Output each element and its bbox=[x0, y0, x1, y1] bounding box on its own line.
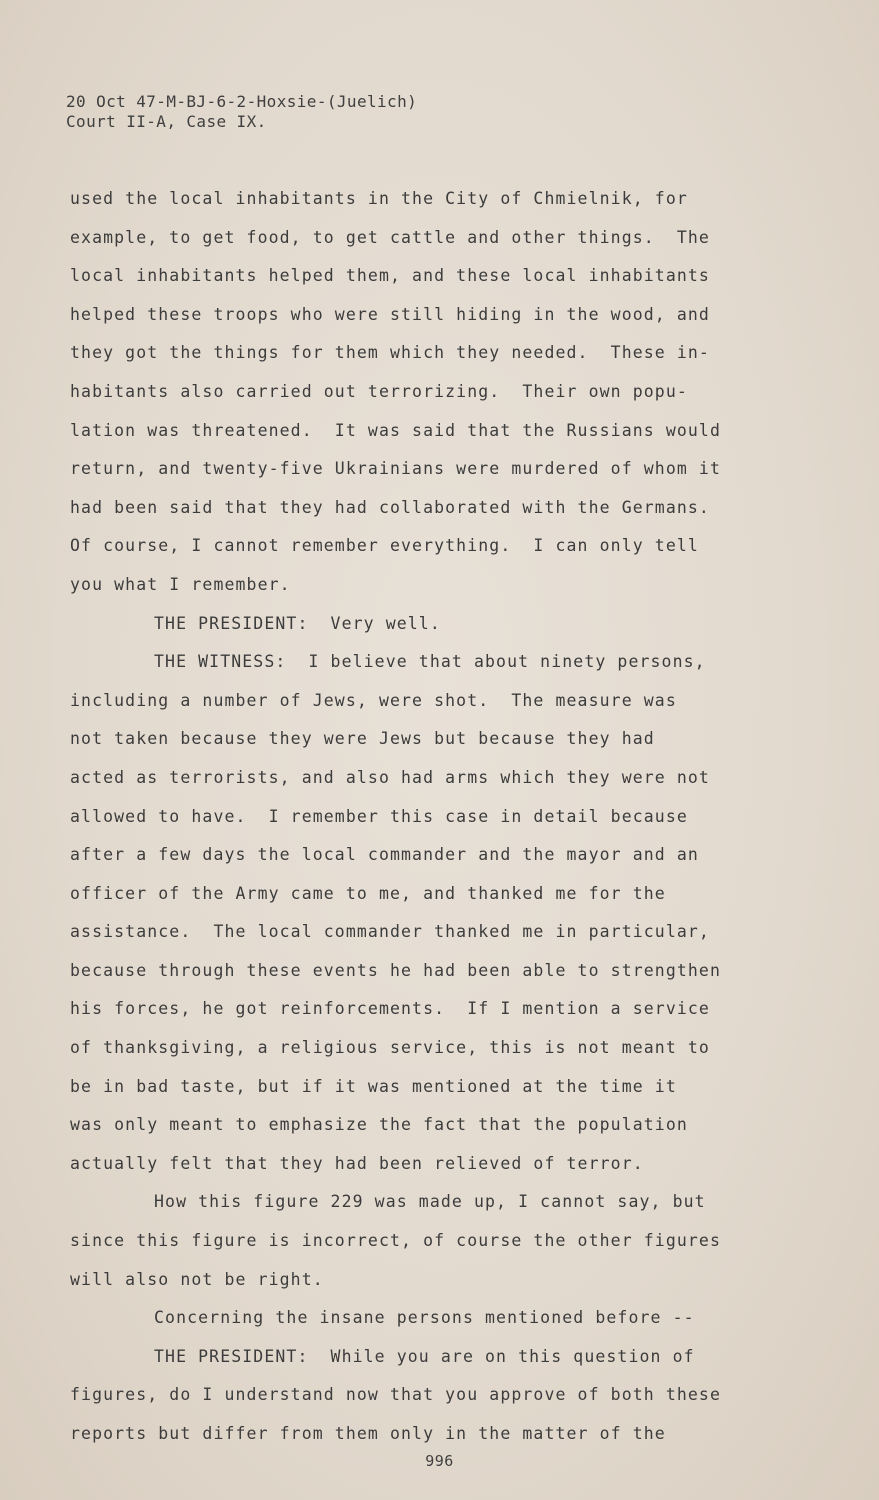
president-statement-line: THE PRESIDENT: While you are on this question of bbox=[154, 1346, 695, 1366]
text-line: used the local inhabitants in the City of Chmielnik, for bbox=[70, 189, 688, 208]
text-line: allowed to have. I remember this case in detail because bbox=[70, 806, 688, 826]
text-line: lation was threatened. It was said that the Russians would bbox=[70, 420, 721, 440]
text-line: because through these events he had been able to strengthen bbox=[70, 960, 721, 980]
text-line: not taken because they were Jews but because they had bbox=[70, 729, 655, 749]
text-line: return, and twenty-five Ukrainians were murdered of whom it bbox=[70, 459, 721, 479]
text-line: you what I remember. bbox=[70, 574, 291, 594]
text-line: acted as terrorists, and also had arms which they were not bbox=[70, 767, 710, 787]
header-session-line: 20 Oct 47-M-BJ-6-2-Hoxsie-(Juelich) bbox=[66, 92, 418, 111]
transcript-body bbox=[70, 185, 790, 1459]
text-line: helped these troops who were still hiding in the wood, and bbox=[70, 304, 710, 324]
text-line: officer of the Army came to me, and thanked me for the bbox=[70, 883, 666, 903]
text-line: example, to get food, to get cattle and other things. The bbox=[70, 227, 710, 247]
text-line: his forces, he got reinforcements. If I mention a service bbox=[70, 999, 710, 1019]
text-line: since this figure is incorrect, of course the other figures bbox=[70, 1231, 721, 1251]
text-line: local inhabitants helped them, and these local inhabitants bbox=[70, 266, 710, 286]
text-line: was only meant to emphasize the fact that the population bbox=[70, 1115, 688, 1135]
text-line: assistance. The local commander thanked me in particular, bbox=[70, 922, 710, 942]
text-line: of thanksgiving, a religious service, this is not meant to bbox=[70, 1038, 710, 1058]
text-line: they got the things for them which they needed. These in- bbox=[70, 343, 710, 363]
text-line: had been said that they had collaborated with the Germans. bbox=[70, 497, 710, 517]
text-line: will also not be right. bbox=[70, 1269, 324, 1289]
witness-statement-line: THE WITNESS: I believe that about ninety persons, bbox=[154, 652, 706, 672]
paragraph-start-line: How this figure 229 was made up, I cannot say, but bbox=[154, 1192, 706, 1212]
text-line: Of course, I cannot remember everything. I can only tell bbox=[70, 536, 699, 556]
paragraph-start-line: Concerning the insane persons mentioned before -- bbox=[154, 1308, 695, 1328]
president-statement-line: THE PRESIDENT: Very well. bbox=[154, 613, 441, 633]
text-line: habitants also carried out terrorizing. Their own popu- bbox=[70, 381, 688, 401]
text-line: figures, do I understand now that you approve of both these bbox=[70, 1385, 721, 1405]
text-line: actually felt that they had been relieved of terror. bbox=[70, 1153, 644, 1173]
text-line: including a number of Jews, were shot. The measure was bbox=[70, 690, 677, 710]
text-line: after a few days the local commander and the mayor and an bbox=[70, 845, 699, 865]
page-number: 996 bbox=[425, 1452, 454, 1470]
header-court-line: Court II-A, Case IX. bbox=[66, 112, 267, 131]
text-line: reports but differ from them only in the matter of the bbox=[70, 1424, 666, 1443]
text-line: be in bad taste, but if it was mentioned at the time it bbox=[70, 1076, 677, 1096]
transcript-header bbox=[66, 92, 417, 132]
